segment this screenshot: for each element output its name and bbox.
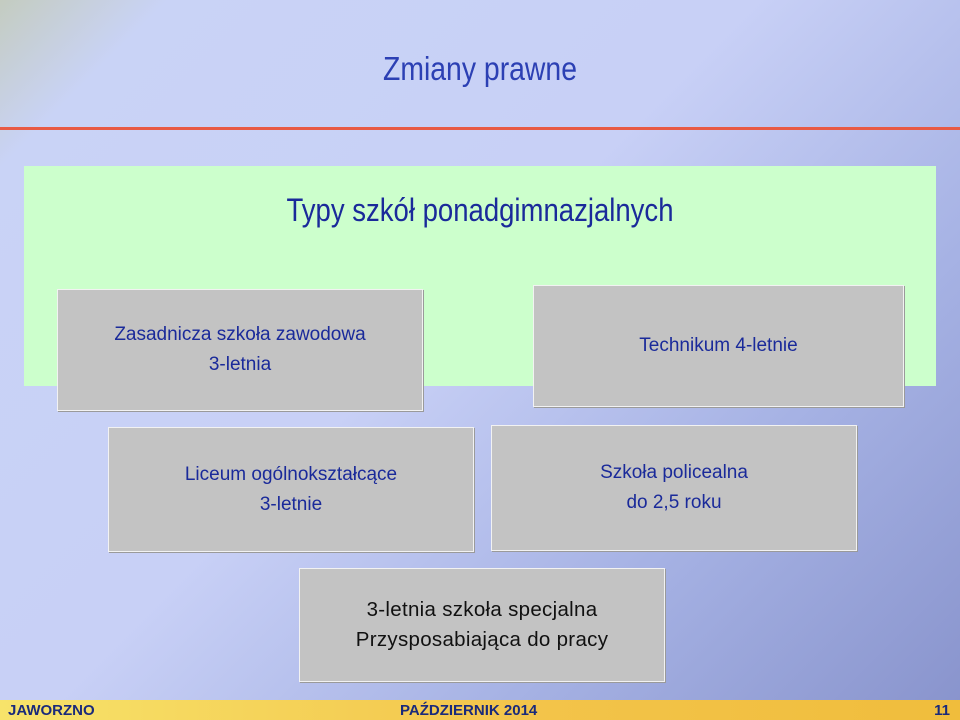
box-specjalna-line2: Przysposabiająca do pracy	[355, 628, 609, 651]
box-technikum	[533, 285, 904, 407]
box-policealna-line1: Szkoła policealna	[600, 462, 748, 483]
box-liceum-line1: Liceum ogólnokształcące	[184, 463, 398, 485]
page-number: 11	[934, 702, 950, 719]
box-technikum-line1: Technikum 4-letnie	[639, 335, 798, 356]
footer-left: JAWORZNO	[8, 702, 95, 719]
box-zasadnicza	[57, 289, 423, 411]
box-zasadnicza-line2: 3-letnia	[208, 354, 272, 375]
box-liceum	[108, 427, 474, 552]
box-liceum-line2: 3-letnie	[259, 493, 323, 515]
footer-bar	[0, 700, 960, 720]
box-zasadnicza-line1: Zasadnicza szkoła zawodowa	[114, 324, 366, 345]
box-specjalna	[299, 568, 665, 682]
box-policealna-line2: do 2,5 roku	[626, 492, 722, 513]
box-policealna	[491, 425, 857, 551]
box-specjalna-line1: 3-letnia szkoła specjalna	[366, 598, 598, 621]
footer-date: PAŹDZIERNIK 2014	[400, 702, 538, 719]
slide-title: Zmiany prawne	[382, 50, 578, 87]
panel-heading: Typy szkół ponadgimnazjalnych	[286, 192, 674, 228]
title-divider	[0, 127, 960, 130]
